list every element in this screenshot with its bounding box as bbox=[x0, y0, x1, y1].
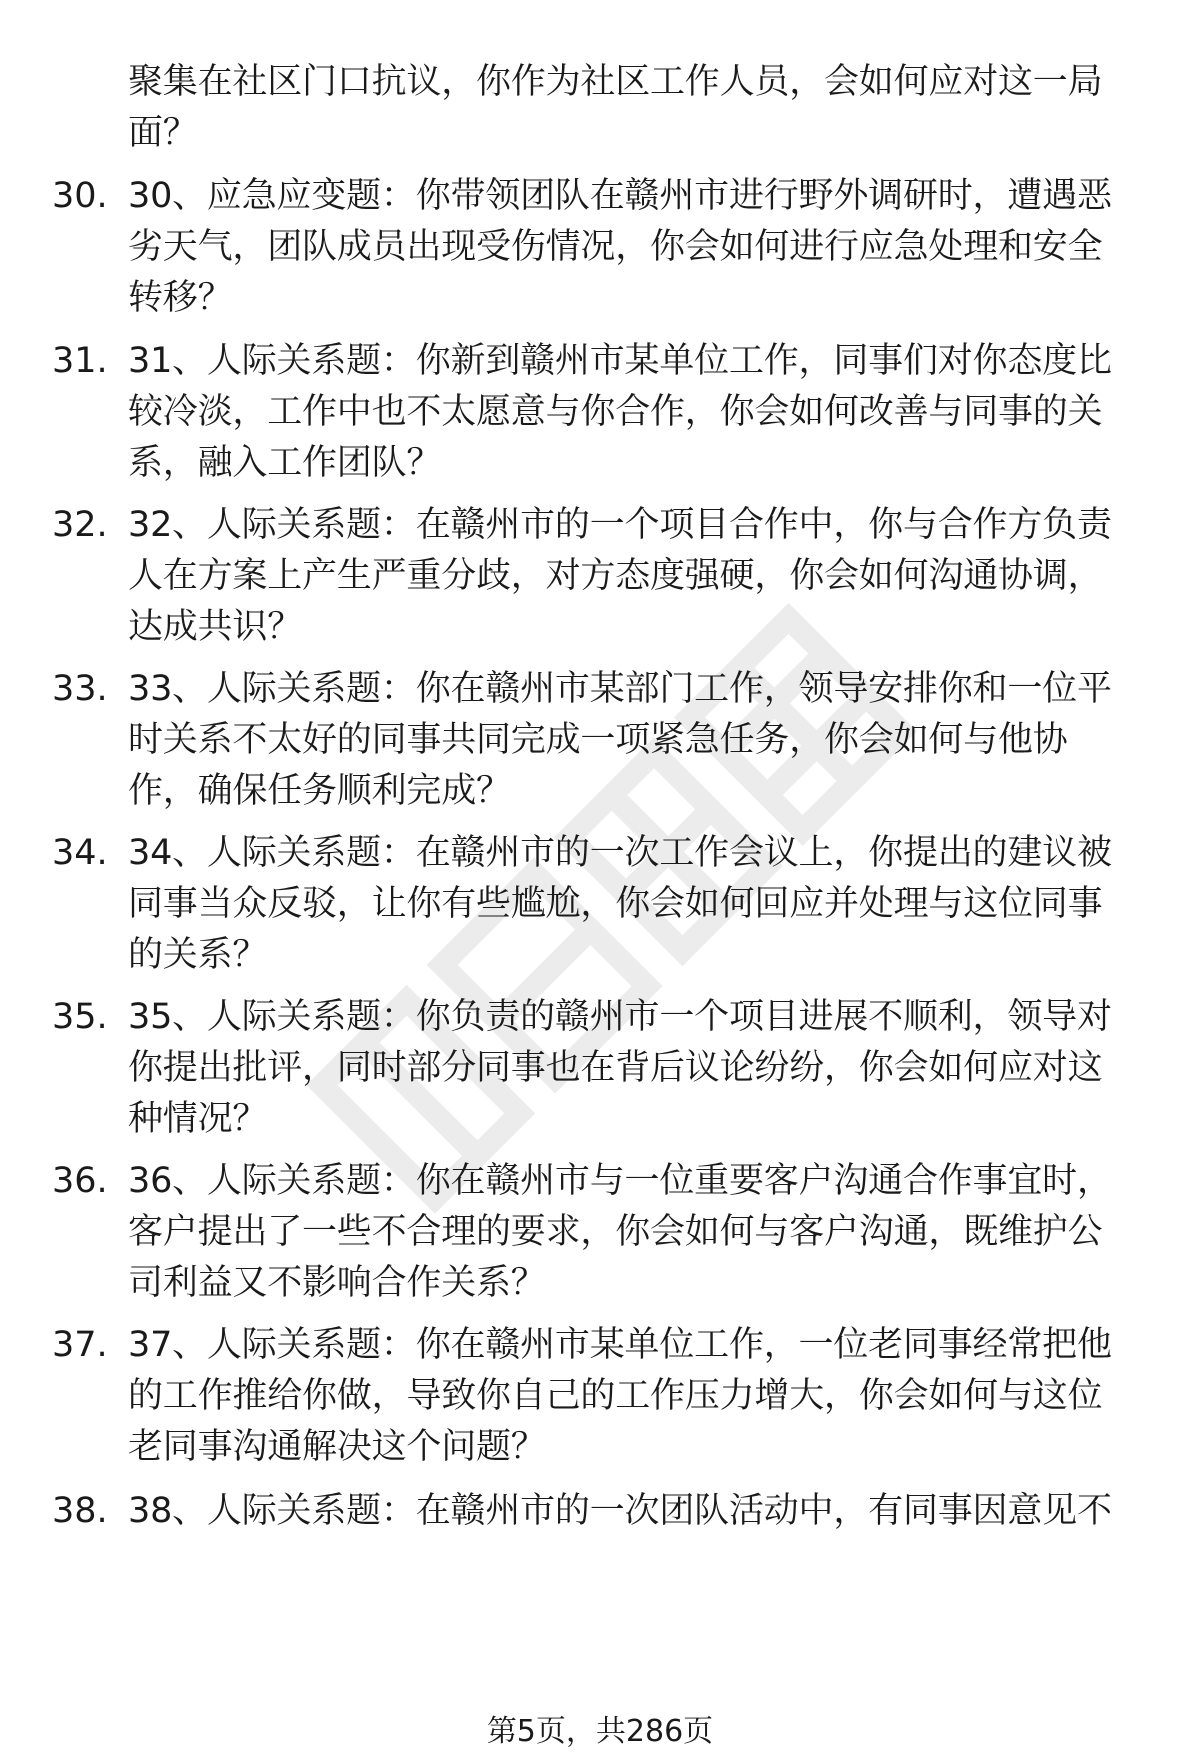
item-number: 33. bbox=[52, 669, 108, 709]
item-number: 30. bbox=[52, 176, 108, 216]
item-text-line: 你提出批评，同时部分同事也在背后议论纷纷，你会如何应对这 bbox=[128, 1048, 1103, 1088]
item-text-line: 系，融入工作团队？ bbox=[128, 443, 442, 483]
item-text-line: 36、人际关系题：你在赣州市与一位重要客户沟通合作事宜时， bbox=[128, 1161, 1112, 1201]
item-text-line: 达成共识？ bbox=[128, 607, 303, 647]
item-text-line: 种情况？ bbox=[128, 1099, 268, 1139]
item-number: 37. bbox=[52, 1325, 108, 1365]
item-text-line: 34、人际关系题：在赣州市的一次工作会议上，你提出的建议被 bbox=[128, 833, 1112, 873]
item-text-line: 司利益又不影响合作关系？ bbox=[128, 1263, 546, 1303]
item-text-line: 人在方案上产生严重分歧，对方态度强硬，你会如何沟通协调， bbox=[128, 556, 1103, 596]
item-number: 31. bbox=[52, 341, 108, 381]
page-number-footer: 第5页，共286页 bbox=[486, 1714, 714, 1749]
item-text-line: 客户提出了一些不合理的要求，你会如何与客户沟通，既维护公 bbox=[128, 1212, 1103, 1252]
item-text-line: 老同事沟通解决这个问题？ bbox=[128, 1427, 546, 1467]
item-number: 36. bbox=[52, 1161, 108, 1201]
item-text-line: 劣天气，团队成员出现受伤情况，你会如何进行应急处理和安全 bbox=[128, 227, 1103, 267]
item-text-line: 32、人际关系题：在赣州市的一个项目合作中，你与合作方负责 bbox=[128, 505, 1112, 545]
item-text-line: 转移？ bbox=[128, 278, 233, 318]
item-text-line: 聚集在社区门口抗议，你作为社区工作人员，会如何应对这一局 bbox=[128, 62, 1103, 102]
item-text-line: 38、人际关系题：在赣州市的一次团队活动中，有同事因意见不 bbox=[128, 1491, 1112, 1531]
item-text-line: 35、人际关系题：你负责的赣州市一个项目进展不顺利，领导对 bbox=[128, 997, 1112, 1037]
item-text-line: 作，确保任务顺利完成？ bbox=[128, 771, 511, 811]
item-text-line: 31、人际关系题：你新到赣州市某单位工作，同事们对你态度比 bbox=[128, 341, 1112, 381]
item-number: 34. bbox=[52, 833, 108, 873]
item-number: 32. bbox=[52, 505, 108, 545]
item-text-line: 时关系不太好的同事共同完成一项紧急任务，你会如何与他协 bbox=[128, 720, 1068, 760]
item-text-line: 较冷淡，工作中也不太愿意与你合作，你会如何改善与同事的关 bbox=[128, 392, 1103, 432]
item-text-line: 37、人际关系题：你在赣州市某单位工作，一位老同事经常把他 bbox=[128, 1325, 1112, 1365]
item-text-line: 面？ bbox=[128, 113, 198, 153]
item-number: 38. bbox=[52, 1491, 108, 1531]
item-text-line: 30、应急应变题：你带领团队在赣州市进行野外调研时，遭遇恶 bbox=[128, 176, 1112, 216]
item-text-line: 的工作推给你做，导致你自己的工作压力增大，你会如何与这位 bbox=[128, 1376, 1103, 1416]
item-text-line: 33、人际关系题：你在赣州市某部门工作，领导安排你和一位平 bbox=[128, 669, 1112, 709]
item-text-line: 同事当众反驳，让你有些尴尬，你会如何回应并处理与这位同事 bbox=[128, 884, 1103, 924]
item-number: 35. bbox=[52, 997, 108, 1037]
item-text-line: 的关系？ bbox=[128, 935, 268, 975]
